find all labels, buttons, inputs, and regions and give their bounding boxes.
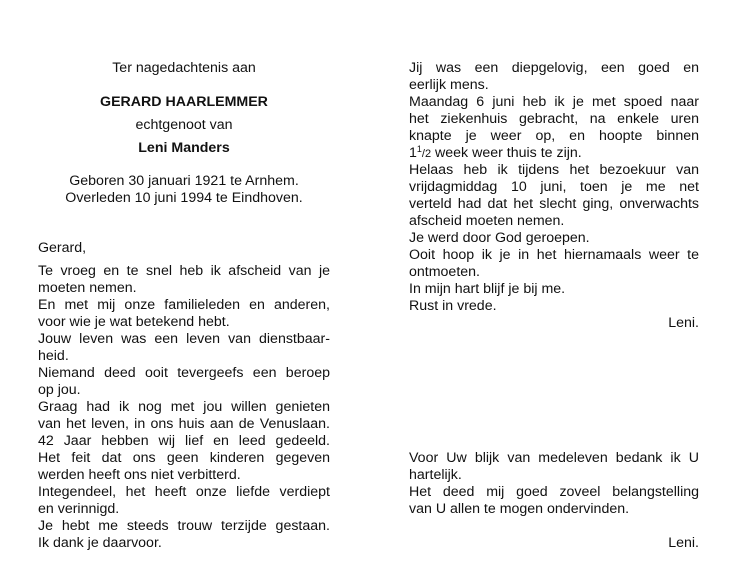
letter-line: 42 Jaar hebben wij lief en leed gedeeld. [38, 433, 330, 449]
letter-line: moeten nemen. [38, 280, 137, 296]
letter-line: vrijdagmiddag 10 juni, toen je me net [409, 179, 699, 195]
letter-line: eerlijk mens. [409, 77, 489, 93]
letter-line: In mijn hart blijf je bij me. [409, 281, 566, 297]
letter-line: ontmoeten. [409, 264, 480, 280]
letter-line: knapte je weer op, en hoopte binnen [409, 128, 699, 144]
thanks-line: Voor Uw blijk van medeleven bedank ik U [409, 450, 699, 466]
letter-line: voor wie je wat betekend hebt. [38, 314, 230, 330]
letter-line: Ik dank je daarvoor. [38, 535, 162, 551]
signature: Leni. [668, 315, 699, 331]
letter-line: Jouw leven was een leven van dienstbaar- [38, 331, 330, 347]
fraction-lead: 1 [409, 145, 417, 161]
death-line: Overleden 10 juni 1994 te Eindhoven. [65, 190, 303, 206]
fraction-denominator: /2 [421, 148, 432, 160]
intro-text: Ter nagedachtenis aan [112, 60, 256, 76]
letter-line: werden heeft ons niet verbitterd. [38, 467, 241, 483]
letter-line: Niemand deed ooit tevergeefs een beroep [38, 365, 330, 381]
letter-line: het ziekenhuis gebracht, na enkele uren [409, 111, 699, 127]
salutation: Gerard, [38, 240, 87, 256]
letter-line: Te vroeg en te snel heb ik afscheid van je [38, 263, 330, 279]
spouse-name: Leni Manders [138, 140, 230, 156]
letter-line: en verinnigd. [38, 501, 120, 517]
birth-line: Geboren 30 januari 1921 te Arnhem. [69, 173, 299, 189]
letter-line: Rust in vrede. [409, 298, 497, 314]
thanks-line: Het deed mij goed zoveel belangstelling [409, 484, 699, 500]
letter-line: van het leven, in ons huis aan de Venuslaan. [38, 416, 330, 432]
letter-line: Graag had ik nog met jou willen genieten [38, 399, 330, 415]
letter-line: afscheid moeten nemen. [409, 213, 565, 229]
deceased-name: GERARD HAARLEMMER [100, 94, 268, 110]
letter-line: Jij was een diepgelovig, een goed en [409, 60, 699, 76]
fraction-rest: week weer thuis te zijn. [431, 145, 582, 161]
fraction-line [409, 145, 582, 163]
letter-line: verteld had dat het slecht ging, onverwachts [409, 196, 699, 212]
letter-line: Je hebt me steeds trouw terzijde gestaan. [38, 518, 330, 534]
thanks-signature: Leni. [668, 535, 699, 551]
letter-line: En met mij onze familieleden en anderen, [38, 297, 330, 313]
fraction-numerator: 1 [416, 144, 422, 154]
letter-line: Je werd door God geroepen. [409, 230, 590, 246]
letter-line: op jou. [38, 382, 81, 398]
thanks-line: hartelijk. [409, 467, 462, 483]
letter-line: Ooit hoop ik je in het hiernamaals weer te [409, 247, 699, 263]
thanks-line: van U allen te mogen ondervinden. [409, 501, 630, 517]
relation-text: echtgenoot van [135, 117, 233, 133]
letter-line: Maandag 6 juni heb ik je met spoed naar [409, 94, 699, 110]
letter-line: Integendeel, het heeft onze liefde verdiept [38, 484, 330, 500]
letter-line: Het feit dat ons geen kinderen gegeven [38, 450, 330, 466]
letter-line: Helaas heb ik tijdens het bezoekuur van [409, 162, 699, 178]
letter-line: heid. [38, 348, 69, 364]
